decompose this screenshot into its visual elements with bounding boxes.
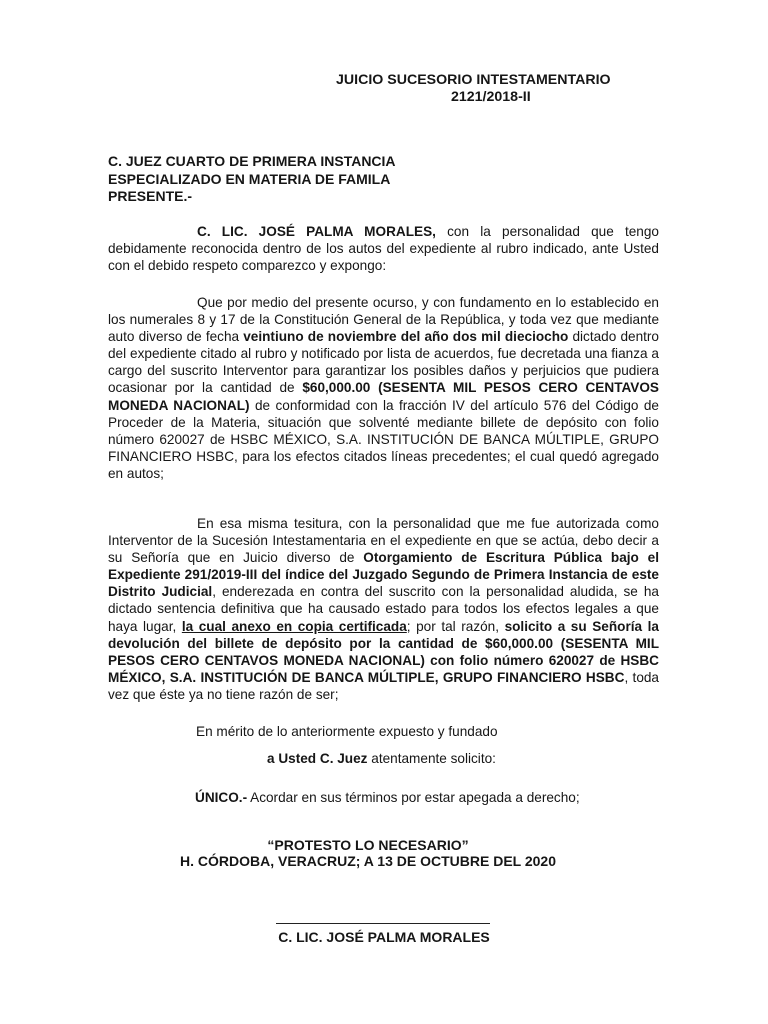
first-paragraph — [108, 294, 659, 482]
p2-case-reference: Otorgamiento de Escritura Pública bajo el Expediente 291/2019-III del índice del Juzgado Segundo de Primera Instancia de este Distrito Judicial — [108, 550, 659, 600]
unico-line — [195, 789, 580, 806]
addressee-line-2: ESPECIALIZADO EN MATERIA DE FAMILA — [108, 170, 391, 187]
unico-label: ÚNICO.- — [195, 790, 248, 805]
p1-text-1: Que por medio del presente ocurso, y con fundamento en lo establecido en los numerales 8 y 17 de la Constitución General de la República, y toda vez que mediante auto diverso de fecha — [108, 295, 659, 345]
solicito-text: atentamente solicito: — [367, 751, 496, 766]
case-header — [336, 72, 656, 106]
intro-text: con la personalidad que tengo debidamente reconocida dentro de los autos del expediente al rubro indicado, ante Usted con el debido respeto comparezco y expongo: — [108, 224, 659, 274]
p1-text-2: dictado dentro del expediente citado al rubro y notificado por lista de acuerdos, fue decretada una fianza a cargo del suscrito Interventor para garantizar los posibles daños y perjuicios que pudiera ocasionar por la cantidad de — [108, 329, 659, 396]
unico-text: Acordar en sus términos por estar apegada a derecho; — [247, 790, 580, 805]
petitioner-name: C. LIC. JOSÉ PALMA MORALES, — [197, 224, 436, 239]
addressee-block — [108, 153, 468, 206]
p1-text-3: de conformidad con la fracción IV del artículo 576 del Código de Proceder de la Materia, situación que solventé mediante billete de depósito con folio número 620027 de HSBC MÉXICO, S.A. INSTITUCIÓN DE BANCA MÚLTIPLE, GRUPO FINANCIERO HSBC, para los efectos citados líneas precedentes; el cual quedó agregado en autos; — [108, 397, 659, 481]
merito-line: En mérito de lo anteriormente expuesto y fundado — [196, 724, 498, 739]
p2-text-4: , toda vez que éste ya no tiene razón de ser; — [108, 669, 659, 702]
place-date-line: H. CÓRDOBA, VERACRUZ; A 13 DE OCTUBRE DEL 2020 — [180, 853, 556, 869]
solicito-line — [267, 750, 496, 767]
p1-amount: $60,000.00 (SESENTA MIL PESOS CERO CENTAVOS MONEDA NACIONAL) — [108, 380, 659, 413]
p2-text-2: , enderezada en contra del suscrito con la personalidad aludida, se ha dictado sentencia definitiva que ha causado estado para todos los efectos legales a que haya lugar, — [108, 584, 659, 634]
case-number: 2121/2018-II — [451, 89, 531, 105]
signature-name-text: C. LIC. JOSÉ PALMA MORALES — [278, 929, 490, 945]
protesto-line: “PROTESTO LO NECESARIO” — [267, 837, 469, 853]
solicito-bold: a Usted C. Juez — [267, 751, 368, 766]
case-type: JUICIO SUCESORIO INTESTAMENTARIO — [336, 72, 611, 88]
p1-date: veintiuno de noviembre del año dos mil dieciocho — [243, 329, 569, 345]
second-paragraph — [108, 515, 659, 703]
p2-annex-note: la cual anexo en copia certificada — [181, 618, 407, 634]
signature-name — [0, 929, 768, 946]
p2-request: solicito a su Señoría la devolución del billete de depósito por la cantidad de $60,000.00 (SESENTA MIL PESOS CERO CENTAVOS MONEDA NACIONAL) con folio número 620027 de HSBC MÉXICO, S.A. INSTITUCIÓN DE BANCA MÚLTIPLE, GRUPO FINANCIERO HSBC — [108, 618, 659, 685]
addressee-line-3: PRESENTE.- — [108, 188, 193, 204]
signature-line — [276, 923, 490, 924]
intro-paragraph — [108, 223, 659, 274]
p2-text-1: En esa misma tesitura, con la personalidad que me fue autorizada como Interventor de la Sucesión Intestamentaria en el expediente en que se actúa, debo decir a su Señoría que en Juicio diverso de — [108, 516, 659, 566]
addressee-line-1: C. JUEZ CUARTO DE PRIMERA INSTANCIA — [108, 153, 396, 169]
p2-text-3: ; por tal razón, — [406, 618, 505, 634]
